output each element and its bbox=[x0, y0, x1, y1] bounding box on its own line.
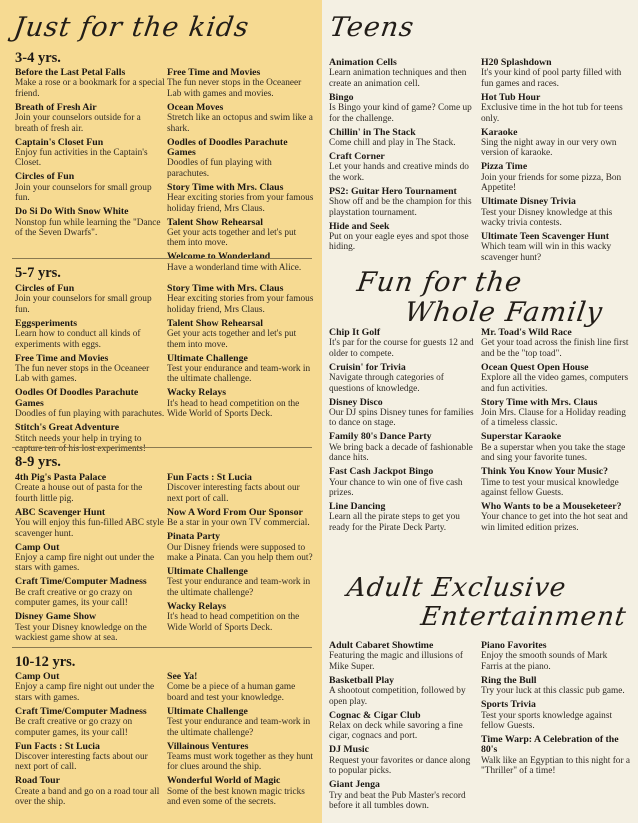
activity-title: Circles of Fun bbox=[15, 171, 75, 183]
activity-title: Think You Know Your Music? bbox=[481, 466, 609, 478]
activity-item bbox=[329, 187, 474, 218]
activity-description: Relax on deck while savoring a fine cigar, cognacs and port. bbox=[329, 721, 463, 742]
activity-title: Ultimate Teen Scavenger Hunt bbox=[481, 231, 609, 243]
activity-title: Wonderful World of Magic bbox=[167, 775, 281, 787]
activity-title: Before the Last Petal Falls bbox=[15, 67, 126, 78]
activity-description: Enjoy fun activities in the Captain's Closet. bbox=[15, 148, 148, 169]
activity-title: Pizza Time bbox=[481, 161, 528, 173]
activity-title: Disney Disco bbox=[329, 396, 383, 408]
activity-item bbox=[15, 319, 165, 350]
activity-description: Learn all the pirate steps to get you ready for the Pirate Deck Party. bbox=[329, 512, 460, 533]
activity-description: Test your Disney knowledge at this wacky trivia contests. bbox=[481, 207, 613, 229]
activity-item bbox=[481, 432, 631, 463]
activity-description: Your chance to get into the hot seat and win limited edition prizes. bbox=[481, 512, 628, 533]
activity-description: It's your kind of pool party filled with fun games and races. bbox=[481, 68, 622, 89]
activity-title: Craft Corner bbox=[329, 151, 385, 163]
activity-item bbox=[15, 672, 165, 703]
kids-heading: Just for the kids bbox=[11, 12, 252, 43]
activity-item bbox=[167, 103, 315, 134]
activity-description: Enjoy a camp fire night out under the stars with games. bbox=[15, 553, 155, 574]
activity-description: Come chill and play in The Stack. bbox=[329, 138, 456, 149]
activity-description: It's head to head competition on the Wide World of Sports Deck. bbox=[167, 612, 300, 633]
activity-item bbox=[329, 398, 474, 429]
activity-item bbox=[329, 128, 474, 149]
activity-title: Fun Facts : St Lucia bbox=[15, 740, 100, 752]
activity-description: The fun never stops in the Oceaneer Lab with games. bbox=[15, 364, 150, 385]
activity-item bbox=[15, 423, 165, 454]
activity-description: Be a superstar when you take the stage and sing your favorite tunes. bbox=[481, 442, 626, 464]
activity-description: Nonstop fun while learning the "Dance of the Seven Dwarfs". bbox=[15, 217, 161, 239]
activity-item bbox=[167, 218, 315, 249]
divider bbox=[12, 447, 312, 448]
activity-item bbox=[15, 354, 165, 385]
activity-item bbox=[329, 745, 474, 776]
activity-description: A shootout competition, followed by open play. bbox=[329, 686, 466, 707]
activity-description: Try your luck at this classic pub game. bbox=[481, 686, 625, 697]
activity-title: Adult Cabaret Showtime bbox=[329, 640, 434, 651]
activity-item bbox=[329, 222, 474, 253]
activity-title: Craft Time/Computer Madness bbox=[15, 705, 147, 717]
activity-description: Test your sports knowledge against fellow Guests. bbox=[481, 710, 613, 732]
family-heading-line1: Fun for the bbox=[355, 267, 525, 298]
activity-title: Ocean Moves bbox=[167, 101, 224, 113]
activity-description: Make a rose or a bookmark for a special friend. bbox=[15, 78, 165, 99]
activity-description: Enjoy the smooth sounds of Mark Farris at the piano. bbox=[481, 651, 608, 672]
activity-title: Wacky Relays bbox=[167, 600, 227, 612]
activity-title: Line Dancing bbox=[329, 501, 386, 513]
activity-title: Captain's Closet Fun bbox=[15, 136, 104, 148]
activity-title: DJ Music bbox=[329, 744, 370, 756]
activity-item bbox=[15, 543, 165, 574]
activity-title: Breath of Fresh Air bbox=[15, 101, 97, 113]
activity-title: Piano Favorites bbox=[481, 640, 547, 651]
activity-item bbox=[167, 388, 315, 419]
activity-title: Free Time and Movies bbox=[15, 352, 109, 364]
activity-title: Talent Show Rehearsal bbox=[167, 216, 263, 228]
activity-item bbox=[15, 172, 165, 203]
activity-title: Do Si Do With Snow White bbox=[15, 206, 129, 218]
activity-title: Disney Game Show bbox=[15, 611, 97, 623]
activity-title: Ultimate Challenge bbox=[167, 352, 248, 364]
activity-description: Discover interesting facts about our next port of call. bbox=[167, 483, 300, 504]
activity-description: Discover interesting facts about our next port of call. bbox=[15, 752, 148, 773]
activity-description: Join Mrs. Clause for a Holiday reading of a timeless classic. bbox=[481, 408, 626, 429]
activity-description: Learn how to conduct all kinds of experiments with eggs. bbox=[15, 329, 141, 350]
activity-description: It's head to head competition on the Wide World of Sports Deck. bbox=[167, 398, 300, 420]
activity-description: Join your counselors outside for a breath of fresh air. bbox=[15, 113, 141, 134]
activity-description: Our DJ spins Disney tunes for families to dance on stage. bbox=[329, 408, 474, 429]
activity-description: Exclusive time in the hot tub for teens only. bbox=[481, 103, 623, 124]
activity-title: Sports Trivia bbox=[481, 699, 536, 711]
activity-description: Your chance to win one of five cash prizes. bbox=[329, 477, 463, 499]
activity-item bbox=[167, 508, 315, 529]
kids-10-12-col1 bbox=[15, 672, 165, 811]
activity-item bbox=[167, 183, 315, 214]
activity-item bbox=[481, 162, 631, 193]
activity-title: Talent Show Rehearsal bbox=[167, 317, 263, 329]
activity-title: Villainous Ventures bbox=[167, 740, 249, 752]
activity-item bbox=[167, 776, 315, 807]
family-col1 bbox=[329, 328, 474, 537]
activity-item bbox=[15, 707, 165, 738]
activity-item bbox=[15, 284, 165, 315]
teens-col1 bbox=[329, 58, 474, 256]
activity-title: Ultimate Disney Trivia bbox=[481, 196, 576, 208]
activity-description: Stitch needs your help in trying to capture ten of his lost experiments! bbox=[15, 433, 146, 455]
activity-item bbox=[329, 328, 474, 359]
activity-item bbox=[329, 152, 474, 183]
activity-description: Learn animation techniques and then create an animation cell. bbox=[329, 68, 467, 89]
activity-title: 4th Pig's Pasta Palace bbox=[15, 472, 107, 483]
activity-description: It's par for the course for guests 12 and older to compete. bbox=[329, 338, 474, 359]
activity-title: Ultimate Challenge bbox=[167, 566, 248, 578]
activity-item bbox=[167, 354, 315, 385]
activity-item bbox=[15, 207, 165, 238]
activity-description: Test your Disney knowledge on the wackiest game show at sea. bbox=[15, 622, 147, 644]
activity-description: Show off and be the champion for this playstation tournament. bbox=[329, 197, 472, 218]
age-heading-5-7: 5-7 yrs. bbox=[15, 265, 61, 281]
activity-description: Get your toad across the finish line first and be the "top toad". bbox=[481, 338, 629, 359]
teens-col2 bbox=[481, 58, 631, 267]
activity-title: Fast Cash Jackpot Bingo bbox=[329, 466, 434, 478]
activity-title: See Ya! bbox=[167, 671, 198, 682]
family-heading-line2: Whole Family bbox=[402, 297, 605, 328]
activity-description: Hear exciting stories from your famous holiday friend, Mrs Claus. bbox=[167, 193, 314, 214]
activity-title: Story Time with Mrs. Claus bbox=[167, 283, 284, 294]
activity-description: Request your favorites or dance along to popular picks. bbox=[329, 755, 471, 777]
activity-item bbox=[15, 388, 165, 419]
activity-item bbox=[167, 473, 315, 504]
activity-item bbox=[329, 363, 474, 394]
activity-title: Wacky Relays bbox=[167, 387, 227, 399]
activity-title: Eggsperiments bbox=[15, 317, 78, 329]
activity-item bbox=[15, 612, 165, 643]
activity-item bbox=[15, 473, 165, 504]
activity-item bbox=[481, 93, 631, 124]
activity-description: Enjoy a camp fire night out under the stars with games. bbox=[15, 682, 155, 703]
activity-description: Hear exciting stories from your famous holiday friend, Mrs Claus. bbox=[167, 294, 314, 315]
activity-item bbox=[329, 432, 474, 463]
activity-description: Is Bingo your kind of game? Come up for the challenge. bbox=[329, 103, 472, 124]
activity-description: You will enjoy this fun-filled ABC style scavenger hunt. bbox=[15, 518, 164, 539]
activity-description: Get your acts together and let's put them into move. bbox=[167, 329, 297, 350]
activity-title: Welcome to Wonderland bbox=[167, 251, 271, 263]
activity-title: Story Time with Mrs. Claus bbox=[167, 181, 284, 193]
activity-description: Come be a piece of a human game board and test your knowledge. bbox=[167, 682, 296, 703]
age-heading-8-9: 8-9 yrs. bbox=[15, 454, 61, 470]
activity-item bbox=[481, 232, 631, 263]
activity-title: Craft Time/Computer Madness bbox=[15, 576, 147, 588]
kids-3-4-col2 bbox=[167, 68, 315, 277]
activity-item bbox=[481, 467, 631, 498]
activity-title: Ocean Quest Open House bbox=[481, 361, 589, 373]
activity-title: Mr. Toad's Wild Race bbox=[481, 327, 572, 338]
activity-item bbox=[15, 68, 165, 99]
activity-item bbox=[15, 103, 165, 134]
activity-title: Karaoke bbox=[481, 126, 518, 138]
activity-title: Time Warp: A Celebration of the 80's bbox=[481, 734, 619, 756]
activity-description: Walk like an Egyptian to this night for a "Thriller" of a time! bbox=[481, 755, 631, 777]
activity-title: Oodles Of Doodles Parachute Games bbox=[15, 387, 139, 409]
activity-description: Test your endurance and team-work in the ultimate challenge. bbox=[167, 364, 311, 385]
age-heading-3-4: 3-4 yrs. bbox=[15, 50, 61, 66]
activity-title: Circles of Fun bbox=[15, 283, 75, 294]
activity-title: Who Wants to be a Mouseketeer? bbox=[481, 501, 622, 513]
activity-description: Be craft creative or go crazy on computer games, its your call! bbox=[15, 717, 133, 738]
activity-description: Featuring the magic and illusions of Mike Super. bbox=[329, 651, 464, 672]
activity-item bbox=[167, 742, 315, 773]
activity-item bbox=[481, 363, 631, 394]
activity-description: Sing the night away in our very own version of karaoke. bbox=[481, 138, 617, 159]
activity-title: PS2: Guitar Hero Tournament bbox=[329, 185, 457, 197]
activity-item bbox=[481, 197, 631, 228]
activity-description: Some of the best known magic tricks and even some of the secrets. bbox=[167, 786, 305, 808]
activity-title: Basketball Play bbox=[329, 674, 395, 686]
activity-item bbox=[329, 780, 474, 811]
activity-title: Fun Facts : St Lucia bbox=[167, 472, 252, 483]
activity-item bbox=[481, 58, 631, 89]
activity-description: Be craft creative or go crazy on computer games, its your call! bbox=[15, 587, 133, 609]
activity-title: Bingo bbox=[329, 91, 354, 103]
activity-item bbox=[329, 58, 474, 89]
activity-description: Try and beat the Pub Master's record before it all tumbles down. bbox=[329, 790, 466, 812]
activity-item bbox=[15, 138, 165, 169]
activity-item bbox=[329, 502, 474, 533]
activity-item bbox=[329, 711, 474, 742]
activity-description: Create a band and go on a road tour all over the ship. bbox=[15, 786, 160, 808]
activity-description: Doodles of fun playing with parachutes. bbox=[167, 158, 272, 179]
activity-title: Cognac & Cigar Club bbox=[329, 709, 421, 721]
activity-description: Be a star in your own TV commercial. bbox=[167, 518, 310, 529]
activity-title: Chillin' in The Stack bbox=[329, 126, 416, 138]
activity-description: Which team will win in this wacky scavenger hunt? bbox=[481, 242, 612, 263]
activity-item bbox=[167, 602, 315, 633]
activity-item bbox=[167, 138, 315, 180]
age-heading-10-12: 10-12 yrs. bbox=[15, 654, 76, 670]
activity-item bbox=[167, 252, 315, 273]
activity-title: Animation Cells bbox=[329, 57, 397, 68]
divider bbox=[12, 647, 312, 648]
family-heading bbox=[351, 268, 619, 328]
activity-item bbox=[167, 284, 315, 315]
activity-item bbox=[481, 676, 631, 697]
activity-item bbox=[167, 532, 315, 563]
activity-item bbox=[15, 508, 165, 539]
activity-description: Get your acts together and let's put them into move. bbox=[167, 228, 297, 249]
activity-title: Now A Word From Our Sponsor bbox=[167, 506, 303, 518]
adult-heading bbox=[341, 574, 638, 632]
activity-item bbox=[329, 93, 474, 124]
activity-item bbox=[481, 700, 631, 731]
activity-title: Oodles of Doodles Parachute Games bbox=[167, 136, 288, 159]
activity-item bbox=[15, 742, 165, 773]
activity-item bbox=[481, 128, 631, 159]
kids-5-7-col1 bbox=[15, 284, 165, 458]
activity-title: Giant Jenga bbox=[329, 779, 380, 791]
adult-col1 bbox=[329, 641, 474, 815]
activity-title: Hot Tub Hour bbox=[481, 91, 541, 103]
activity-description: Stretch like an octopus and swim like a shark. bbox=[167, 113, 313, 134]
activity-description: Teams must work together as they hunt for clues around the ship. bbox=[167, 752, 314, 773]
activity-item bbox=[167, 68, 315, 99]
activity-title: Story Time with Mrs. Claus bbox=[481, 396, 598, 408]
kids-8-9-col2 bbox=[167, 473, 315, 637]
activity-description: Time to test your musical knowledge against fellow Guests. bbox=[481, 477, 619, 499]
activity-title: Chip It Golf bbox=[329, 327, 381, 338]
activity-item bbox=[481, 398, 631, 429]
activity-description: We bring back a decade of fashionable dance hits. bbox=[329, 442, 473, 464]
kids-3-4-col1 bbox=[15, 68, 165, 242]
activity-title: ABC Scavenger Hunt bbox=[15, 506, 106, 518]
activity-description: Doodles of fun playing with parachutes. bbox=[15, 409, 165, 420]
activity-title: H20 Splashdown bbox=[481, 57, 552, 68]
activity-item bbox=[481, 641, 631, 672]
kids-8-9-col1 bbox=[15, 473, 165, 647]
activity-title: Cruisin' for Trivia bbox=[329, 361, 406, 373]
activity-description: The fun never stops in the Oceaneer Lab with games and movies. bbox=[167, 78, 302, 99]
family-col2 bbox=[481, 328, 631, 537]
adult-heading-line2: Entertainment bbox=[418, 602, 629, 632]
activity-description: Join your counselors for small group fun. bbox=[15, 294, 152, 315]
activity-item bbox=[15, 577, 165, 608]
activity-item bbox=[167, 319, 315, 350]
activity-item bbox=[481, 502, 631, 533]
activity-item bbox=[481, 328, 631, 359]
activity-title: Camp Out bbox=[15, 671, 60, 682]
activity-item bbox=[167, 567, 315, 598]
activity-title: Superstar Karaoke bbox=[481, 431, 562, 443]
activity-description: Test your endurance and team-work in the ultimate challenge? bbox=[167, 577, 311, 598]
activity-item bbox=[481, 735, 631, 777]
activity-title: Family 80's Dance Party bbox=[329, 431, 432, 443]
activity-description: Put on your eagle eyes and spot those hiding. bbox=[329, 232, 469, 253]
activity-title: Pinata Party bbox=[167, 531, 221, 543]
kids-5-7-col2 bbox=[167, 284, 315, 423]
adult-heading-line1: Adult Exclusive bbox=[345, 573, 569, 603]
divider bbox=[12, 258, 312, 259]
adult-col2 bbox=[481, 641, 631, 780]
activity-item bbox=[167, 672, 315, 703]
activity-item bbox=[329, 676, 474, 707]
activity-title: Stitch's Great Adventure bbox=[15, 422, 120, 434]
activity-description: Join your counselors for small group fun. bbox=[15, 182, 152, 204]
activity-item bbox=[329, 467, 474, 498]
activity-item bbox=[15, 776, 165, 807]
activity-title: Ultimate Challenge bbox=[167, 705, 248, 717]
activity-title: Camp Out bbox=[15, 541, 60, 553]
activity-description: Our Disney friends were supposed to make a Pinata. Can you help them out? bbox=[167, 542, 313, 564]
activity-description: Join your friends for some pizza, Bon Appetite! bbox=[481, 172, 622, 194]
kids-10-12-col2 bbox=[167, 672, 315, 811]
activity-description: Let your hands and creative minds do the work. bbox=[329, 162, 469, 183]
activity-description: Explore all the video games, computers and fun activities. bbox=[481, 373, 629, 394]
activity-title: Road Tour bbox=[15, 775, 60, 787]
activity-description: Navigate through categories of questions of knowledge. bbox=[329, 373, 444, 394]
activity-title: Free Time and Movies bbox=[167, 67, 261, 78]
activity-description: Have a wonderland time with Alice. bbox=[167, 262, 302, 273]
activity-title: Hide and Seek bbox=[329, 220, 390, 232]
teens-heading: Teens bbox=[327, 12, 417, 43]
activity-description: Test your endurance and team-work in the ultimate challenge? bbox=[167, 717, 311, 738]
activity-title: Ring the Bull bbox=[481, 674, 537, 686]
activity-item bbox=[329, 641, 474, 672]
activity-description: Create a house out of pasta for the fourth little pig. bbox=[15, 483, 143, 504]
activity-item bbox=[167, 707, 315, 738]
